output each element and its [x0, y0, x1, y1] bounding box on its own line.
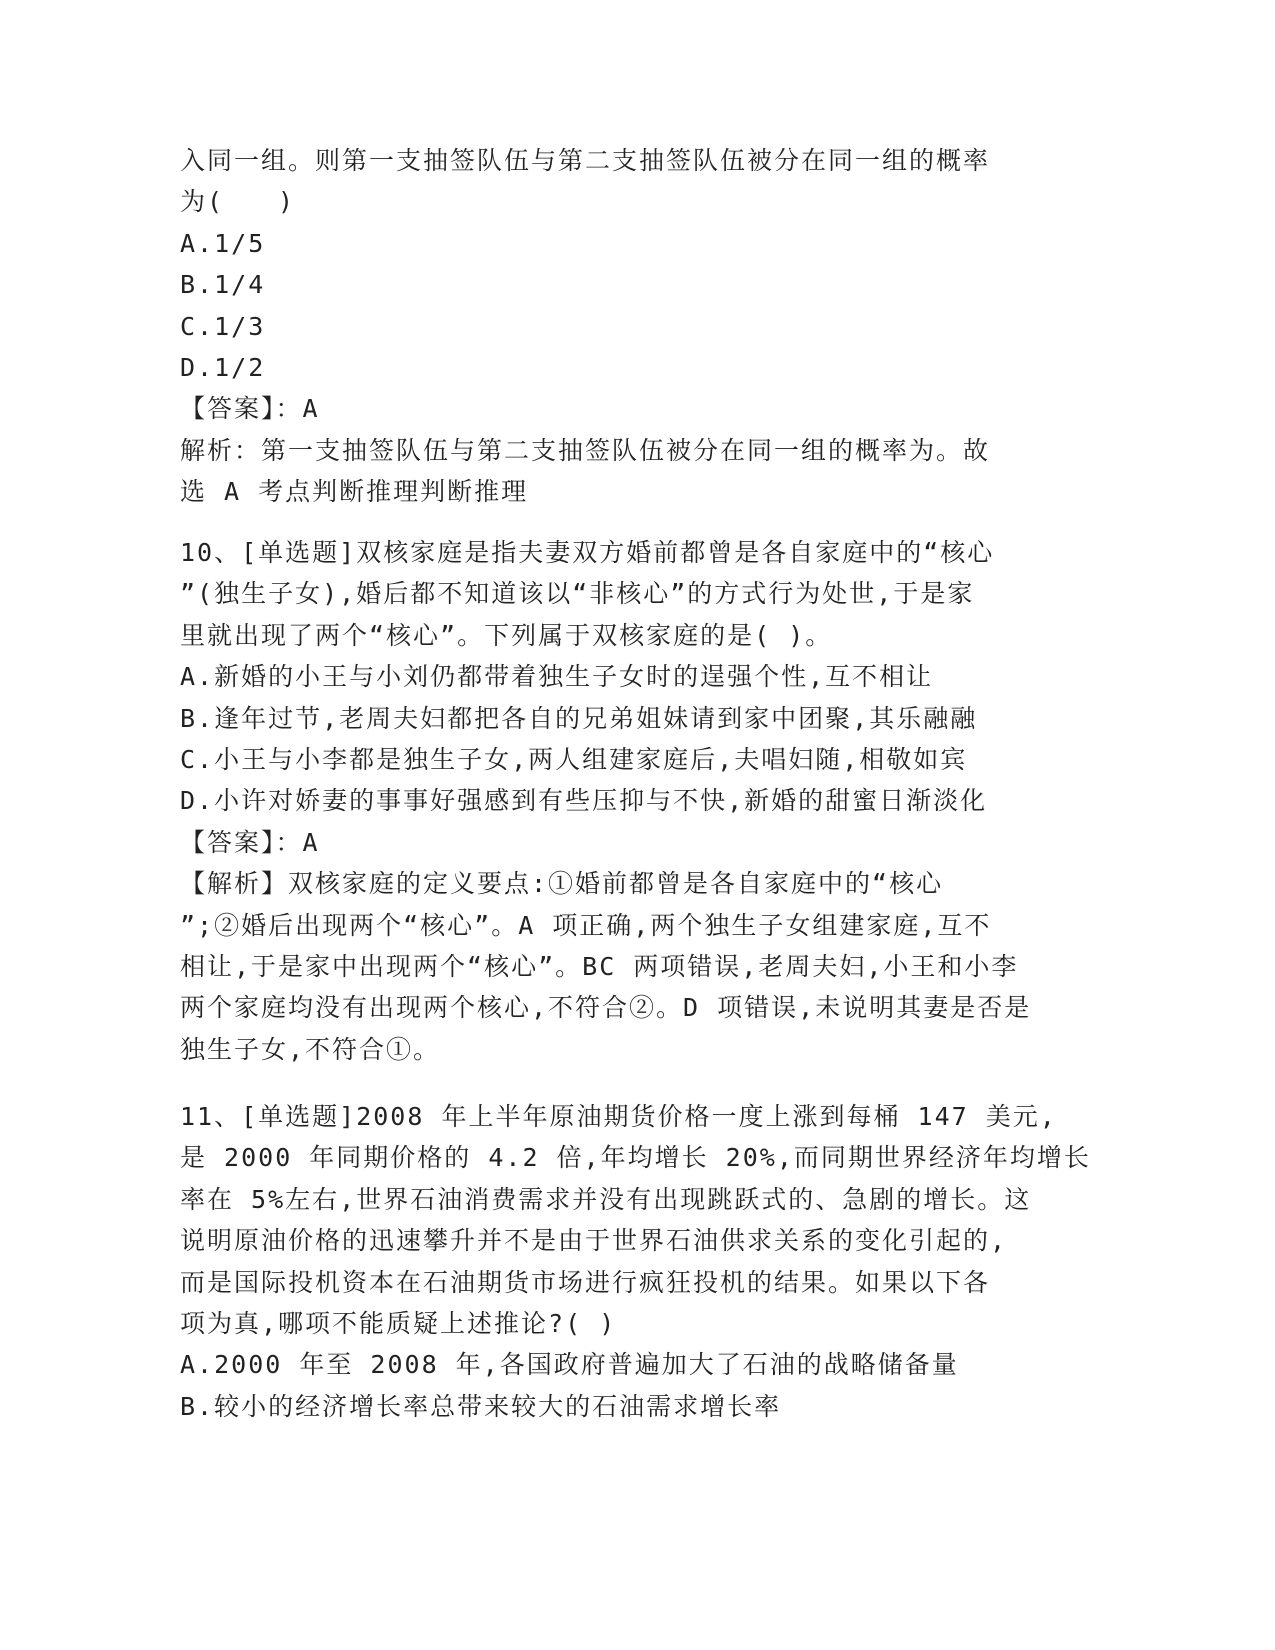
question-9-continuation [180, 140, 990, 513]
explanation-line: 两个家庭均没有出现两个核心,不符合②。D 项错误,未说明其妻是否是 [180, 993, 1032, 1023]
question-stem-line: 是 2000 年同期价格的 4.2 倍,年均增长 20%,而同期世界经济年均增长 [180, 1143, 1091, 1173]
question-stem-line: 11、[单选题]2008 年上半年原油期货价格一度上涨到每桶 147 美元, [180, 1102, 1057, 1131]
option-b: B.逢年过节,老周夫妇都把各自的兄弟姐妹请到家中团聚,其乐融融 [180, 703, 978, 733]
option-c: C.小王与小李都是独生子女,两人组建家庭后,夫唱妇随,相敬如宾 [180, 744, 968, 774]
question-stem-line: 为( ) [180, 187, 296, 217]
option-b: B.1/4 [180, 270, 266, 300]
question-10 [180, 532, 1031, 1070]
option-a: A.2000 年至 2008 年,各国政府普遍加大了石油的战略储备量 [180, 1350, 959, 1380]
answer-line: 【答案】：A [180, 394, 320, 424]
option-b: B.较小的经济增长率总带来较大的石油需求增长率 [180, 1391, 782, 1421]
question-stem-line: 里就出现了两个“核心”。下列属于双核家庭的是( )。 [180, 620, 833, 650]
question-stem-line: 10、[单选题]双核家庭是指夫妻双方婚前都曾是各自家庭中的“核心 [180, 538, 995, 567]
answer-line: 【答案】：A [180, 827, 320, 857]
question-stem-line: 项为真,哪项不能质疑上述推论?( ) [180, 1308, 617, 1338]
question-stem-line: 说明原油价格的迅速攀升并不是由于世界石油供求关系的变化引起的, [180, 1226, 1008, 1256]
explanation-line: ”;②婚后出现两个“核心”。A 项正确,两个独生子女组建家庭,互不 [180, 910, 992, 940]
question-stem-line: 率在 5%左右,世界石油消费需求并没有出现跳跃式的、急剧的增长。这 [180, 1184, 1032, 1214]
option-a: A.1/5 [180, 228, 266, 258]
question-11 [180, 1096, 1091, 1427]
explanation-line: 独生子女,不符合①。 [180, 1034, 441, 1064]
explanation-line: 解析：第一支抽签队伍与第二支抽签队伍被分在同一组的概率为。故 [180, 435, 991, 465]
option-c: C.1/3 [180, 311, 266, 341]
option-d: D.1/2 [180, 352, 266, 382]
option-a: A.新婚的小王与小刘仍都带着独生子女时的逞强个性,互不相让 [180, 662, 934, 692]
option-d: D.小许对娇妻的事事好强感到有些压抑与不快,新婚的甜蜜日渐淡化 [180, 786, 988, 816]
question-stem-line: 入同一组。则第一支抽签队伍与第二支抽签队伍被分在同一组的概率 [180, 146, 991, 175]
question-stem-line: 而是国际投机资本在石油期货市场进行疯狂投机的结果。如果以下各 [180, 1267, 991, 1297]
explanation-line: 【解析】双核家庭的定义要点:①婚前都曾是各自家庭中的“核心 [180, 869, 944, 899]
explanation-line: 选 A 考点判断推理判断推理 [180, 477, 529, 507]
question-stem-line: ”(独生子女),婚后都不知道该以“非核心”的方式行为处世,于是家 [180, 579, 975, 609]
explanation-line: 相让,于是家中出现两个“核心”。BC 两项错误,老周夫妇,小王和小李 [180, 951, 1019, 981]
